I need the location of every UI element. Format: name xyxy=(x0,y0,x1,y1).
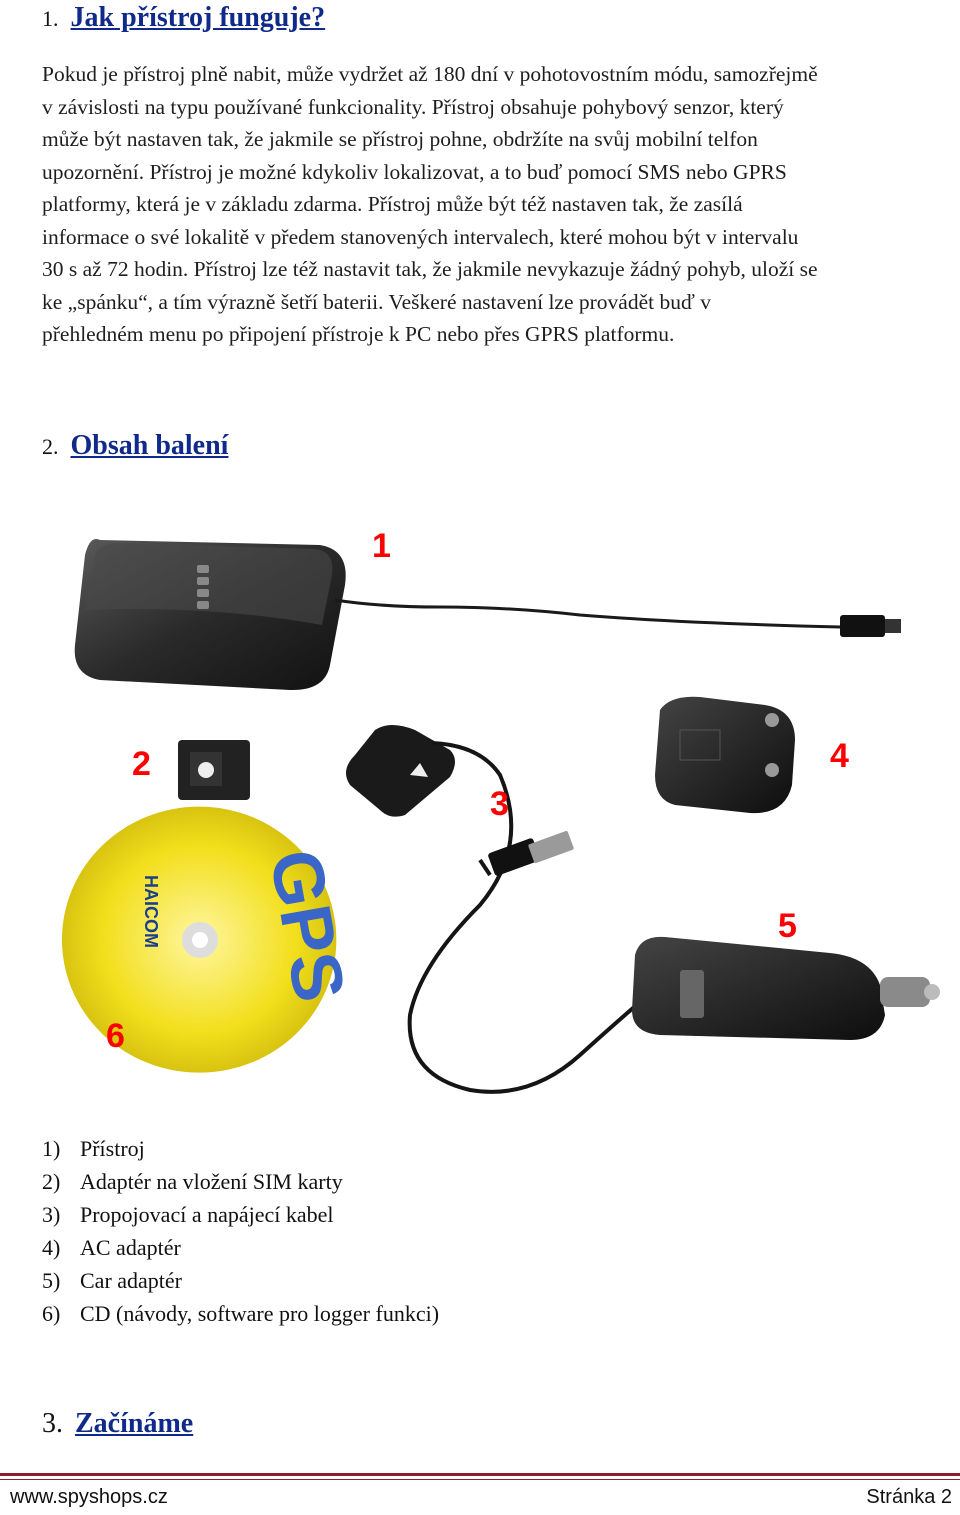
photo-label-3: 3 xyxy=(490,785,509,823)
paragraph-line: může být nastaven tak, že jakmile se přístroj pohne, obdržíte na svůj mobilní telfon xyxy=(42,127,758,151)
list-item: 4) AC adaptér xyxy=(42,1235,181,1260)
footer-divider-thin xyxy=(0,1479,960,1480)
cd-logo-text: GPS xyxy=(254,843,360,1008)
cd-brand-text: HAICOM xyxy=(141,875,161,948)
paragraph-line: ke „spánku“, a tím výrazně šetří baterii. Veškeré nastavení lze provádět buď v xyxy=(42,289,711,314)
paragraph-line: přehledném menu po připojení přístroje k PC nebo přes GPRS platformu. xyxy=(42,322,675,346)
package-contents-photo xyxy=(60,515,940,1105)
list-item: 1) Přístroj xyxy=(42,1136,145,1161)
usb-cable-image xyxy=(346,725,660,1092)
photo-label-1: 1 xyxy=(372,527,391,565)
footer-page-number: Stránka 2 xyxy=(866,1486,952,1508)
section-1-number: 1. xyxy=(42,6,59,31)
photo-label-6: 6 xyxy=(106,1017,125,1055)
section-3-title: Začínáme xyxy=(75,1408,194,1439)
tracker-device-image xyxy=(75,539,901,690)
photo-label-2: 2 xyxy=(132,745,151,783)
list-item: 3) Propojovací a napájecí kabel xyxy=(42,1202,334,1227)
paragraph-line: platformy, která je v základu zdarma. Přístroj může být též nastaven tak, že zasílá xyxy=(42,192,743,216)
section-1-heading xyxy=(42,2,325,34)
section-1-paragraph xyxy=(42,58,922,351)
sim-adapter-image xyxy=(178,740,250,800)
ac-adapter-image xyxy=(655,697,795,813)
list-item: 2) Adaptér na vložení SIM karty xyxy=(42,1169,343,1194)
paragraph-line: upozornění. Přístroj je možné kdykoliv lokalizovat, a to buď pomocí SMS nebo GPRS xyxy=(42,159,787,184)
footer-divider xyxy=(0,1473,960,1476)
paragraph-line: v závislosti na typu používané funkcionality. Přístroj obsahuje pohybový senzor, který xyxy=(42,94,784,119)
section-2-title: Obsah balení xyxy=(70,430,229,461)
section-2-number: 2. xyxy=(42,434,59,459)
photo-label-4: 4 xyxy=(830,737,849,775)
paragraph-line: informace o své lokalitě v předem stanovených intervalech, které mohou být v intervalu xyxy=(42,224,799,249)
paragraph-line: Pokud je přístroj plně nabit, může vydržet až 180 dní v pohotovostním módu, samozřejmě xyxy=(42,62,818,86)
section-3-heading xyxy=(42,1408,193,1440)
section-1-title: Jak přístroj funguje? xyxy=(70,2,326,33)
section-2-heading xyxy=(42,430,228,462)
footer-website: www.spyshops.cz xyxy=(10,1486,168,1508)
list-item: 6) CD (návody, software pro logger funkci) xyxy=(42,1301,440,1326)
list-item: 5) Car adaptér xyxy=(42,1268,182,1293)
photo-label-5: 5 xyxy=(778,907,797,945)
paragraph-line: 30 s až 72 hodin. Přístroj lze též nastavit tak, že jakmile nevykazuje žádný pohyb, uloží se xyxy=(42,257,818,281)
section-3-number: 3. xyxy=(42,1408,63,1439)
car-adapter-image xyxy=(632,937,940,1040)
